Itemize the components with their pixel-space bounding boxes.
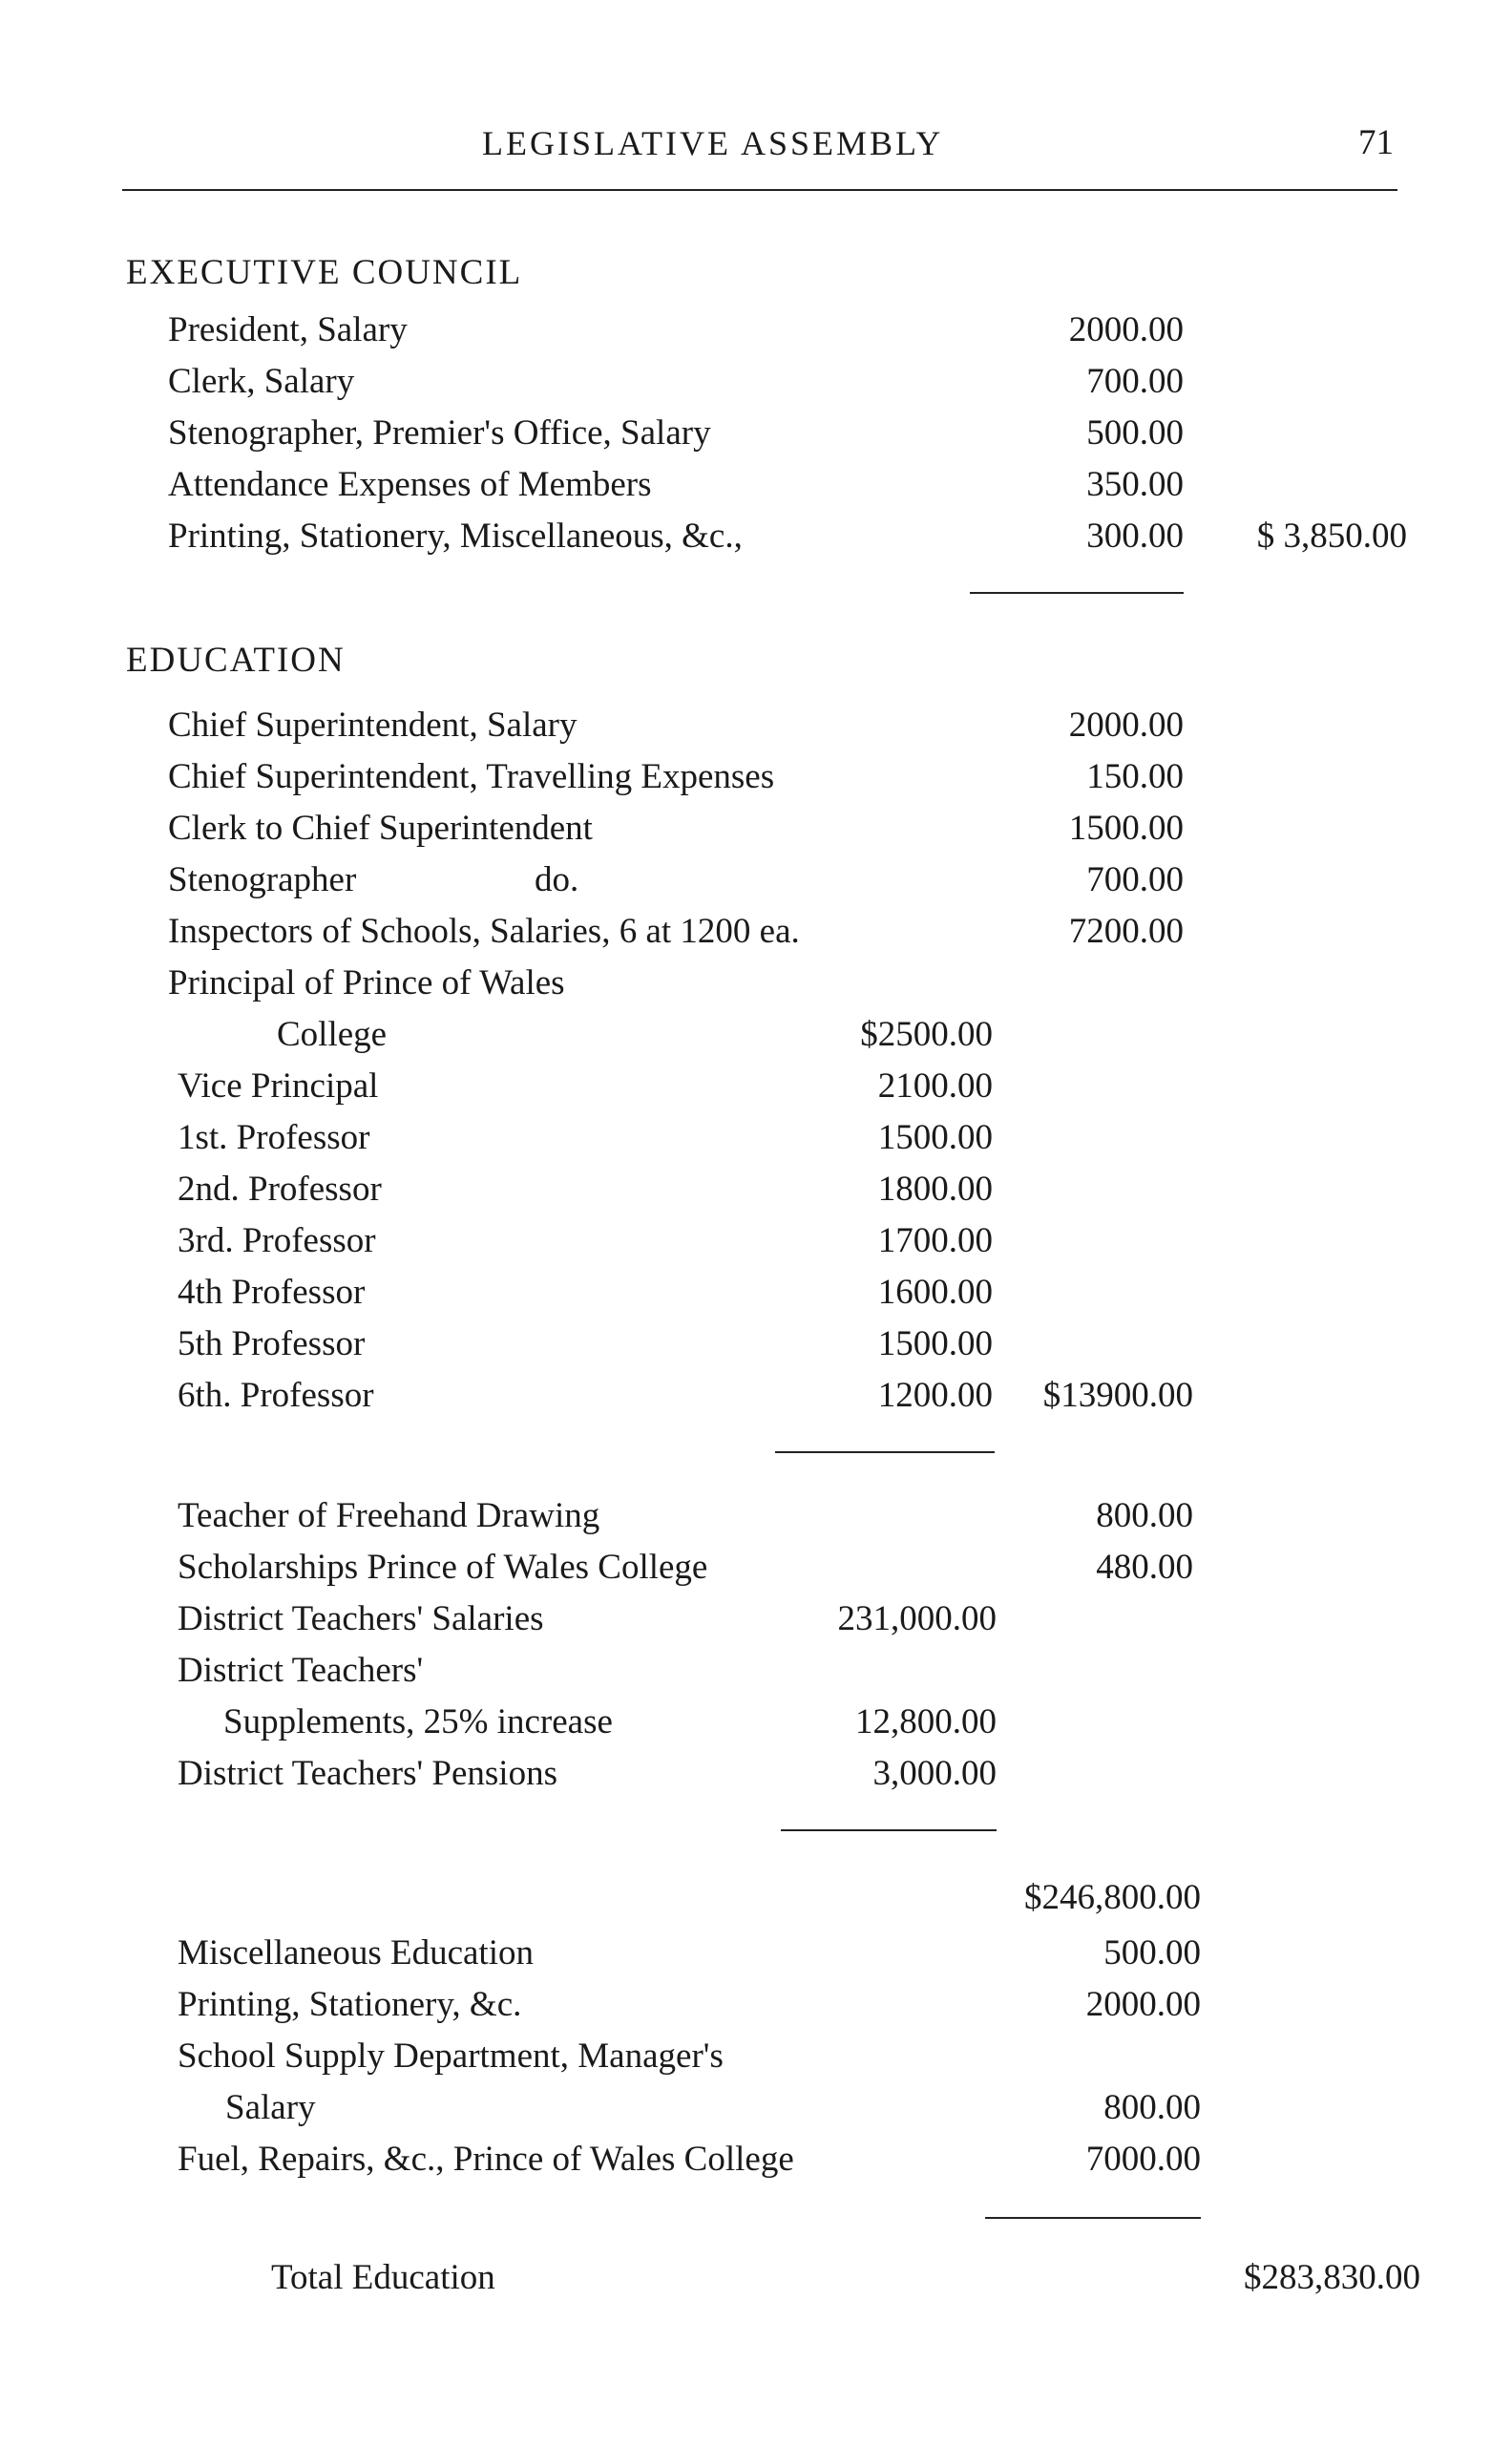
teacher-item-label: Teacher of Freehand Drawing — [178, 1496, 600, 1535]
college-item-label: 6th. Professor — [178, 1376, 374, 1415]
edu-item-amount: 700.00 — [1086, 860, 1184, 899]
college-label: Principal of Prince of Wales — [168, 963, 565, 1002]
college-total-rule — [775, 1451, 995, 1453]
ec-item-amount: 300.00 — [1086, 517, 1184, 556]
ec-item-label: Stenographer, Premier's Office, Salary — [168, 413, 711, 453]
edu-item-amount: 2000.00 — [1068, 706, 1184, 745]
college-item-label: 5th Professor — [178, 1324, 366, 1363]
teachers-subtotal-rule — [781, 1829, 997, 1831]
misc-item-label: School Supply Department, Manager's — [178, 2036, 724, 2076]
college-amount: 1500.00 — [877, 1118, 993, 1157]
college-item-label: 2nd. Professor — [178, 1170, 382, 1209]
college-amount: 1800.00 — [877, 1170, 993, 1209]
teacher-inner-amount: 231,000.00 — [837, 1599, 997, 1638]
college-amount: 1200.00 — [877, 1376, 993, 1415]
misc-item-label: Fuel, Repairs, &c., Prince of Wales College — [178, 2140, 794, 2179]
edu-item-label: Clerk to Chief Superintendent — [168, 809, 593, 848]
ditto-mark: do. — [535, 860, 579, 899]
misc-total-rule — [985, 2217, 1201, 2219]
college-total: $13900.00 — [1042, 1376, 1193, 1415]
misc-item-label: Salary — [225, 2088, 316, 2127]
edu-item-label: Stenographer — [168, 860, 357, 899]
ec-item-amount: 350.00 — [1086, 465, 1184, 504]
education-subtotal: $246,800.00 — [1024, 1878, 1201, 1917]
section-heading-education: EDUCATION — [126, 641, 346, 680]
misc-item-amount: 7000.00 — [1085, 2140, 1201, 2179]
edu-item-amount: 150.00 — [1086, 757, 1184, 796]
college-item-label: 3rd. Professor — [178, 1221, 376, 1260]
teacher-inner-amount: 3,000.00 — [872, 1754, 997, 1793]
ec-item-label: Attendance Expenses of Members — [168, 465, 652, 504]
teacher-item-label: District Teachers' Pensions — [178, 1754, 557, 1793]
college-amount: 2100.00 — [877, 1066, 993, 1106]
ec-item-label: Clerk, Salary — [168, 362, 355, 401]
college-item-label: 4th Professor — [178, 1273, 366, 1312]
misc-item-label: Miscellaneous Education — [178, 1933, 534, 1973]
edu-item-label: Chief Superintendent, Salary — [168, 706, 578, 745]
college-amount: 1600.00 — [877, 1273, 993, 1312]
ec-item-label: President, Salary — [168, 310, 408, 349]
ec-item-label: Printing, Stationery, Miscellaneous, &c., — [168, 517, 743, 556]
edu-item-amount: 1500.00 — [1068, 809, 1184, 848]
page-number: 71 — [1358, 123, 1394, 162]
college-amount: 1700.00 — [877, 1221, 993, 1260]
ec-item-amount: 700.00 — [1086, 362, 1184, 401]
teacher-item-label: Scholarships Prince of Wales College — [178, 1548, 708, 1587]
total-education-amount: $283,830.00 — [1244, 2258, 1420, 2297]
ec-total-rule — [970, 592, 1184, 594]
ec-total: $ 3,850.00 — [1256, 517, 1407, 556]
edu-item-label: Inspectors of Schools, Salaries, 6 at 1200 ea. — [168, 912, 800, 951]
running-header: LEGISLATIVE ASSEMBLY — [482, 124, 944, 162]
college-item-label: 1st. Professor — [178, 1118, 370, 1157]
misc-item-amount: 800.00 — [1103, 2088, 1201, 2127]
teacher-item-label: District Teachers' Salaries — [178, 1599, 544, 1638]
section-heading-executive-council: EXECUTIVE COUNCIL — [126, 253, 523, 292]
teacher-item-label: District Teachers' — [178, 1651, 424, 1690]
college-amount: $2500.00 — [860, 1015, 993, 1054]
header-rule — [122, 189, 1397, 191]
misc-item-amount: 500.00 — [1103, 1933, 1201, 1973]
edu-item-label: Chief Superintendent, Travelling Expenses — [168, 757, 775, 796]
ec-item-amount: 500.00 — [1086, 413, 1184, 453]
teacher-inner-amount: 12,800.00 — [855, 1702, 997, 1741]
college-amount: 1500.00 — [877, 1324, 993, 1363]
college-label: College — [277, 1015, 388, 1054]
misc-item-amount: 2000.00 — [1085, 1985, 1201, 2024]
misc-item-label: Printing, Stationery, &c. — [178, 1985, 522, 2024]
ec-item-amount: 2000.00 — [1068, 310, 1184, 349]
edu-item-amount: 7200.00 — [1068, 912, 1184, 951]
total-education-label: Total Education — [271, 2258, 495, 2297]
teacher-item-label: Supplements, 25% increase — [223, 1702, 613, 1741]
college-item-label: Vice Principal — [178, 1066, 379, 1106]
teacher-item-amount: 480.00 — [1096, 1548, 1193, 1587]
teacher-item-amount: 800.00 — [1096, 1496, 1193, 1535]
